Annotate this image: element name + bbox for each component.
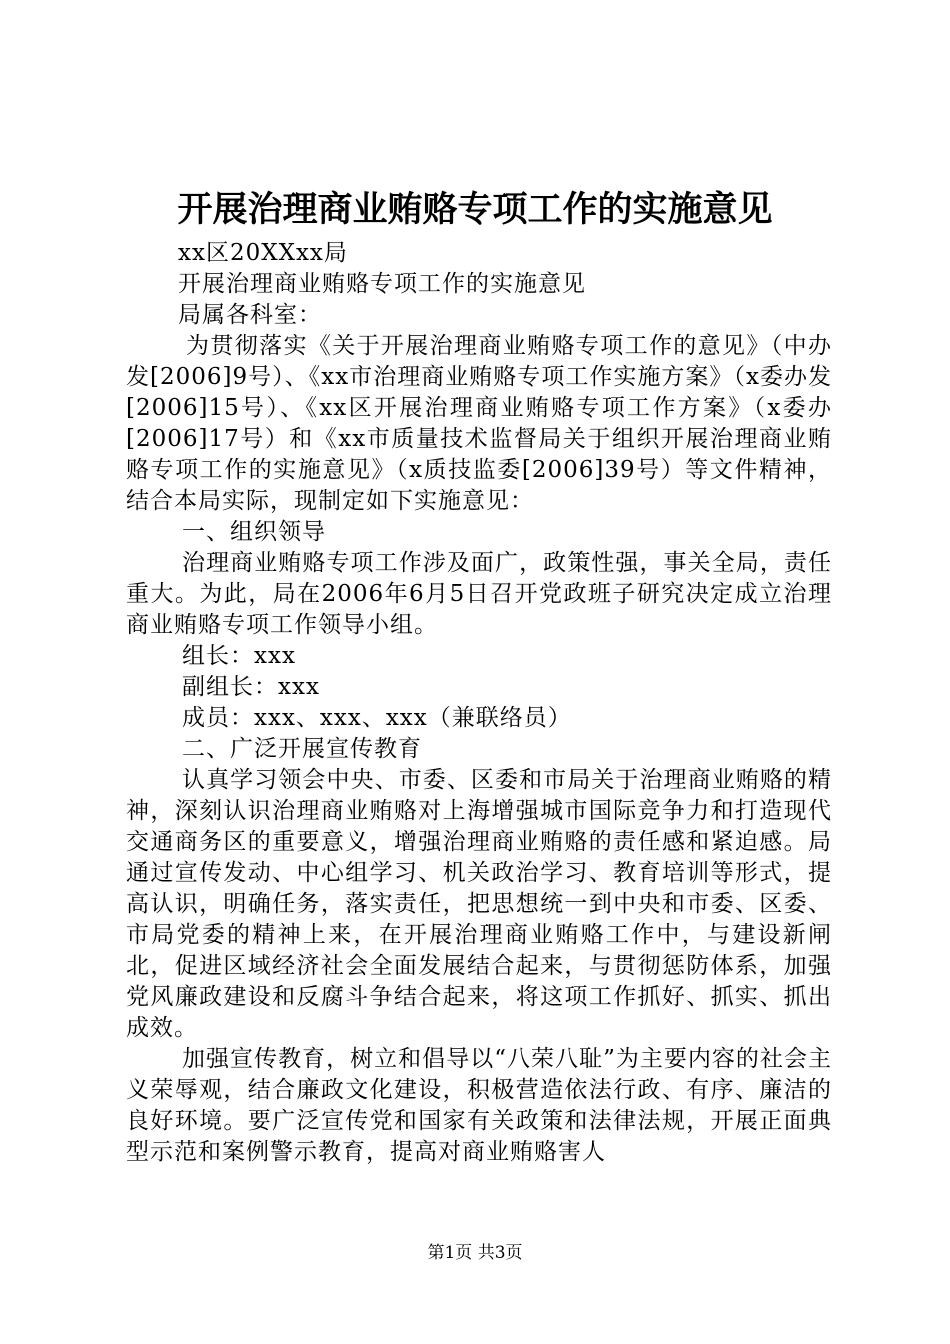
issuing-unit: xx区20XXxx局 [178,240,348,266]
paragraph-publicity: 加强宣传教育，树立和倡导以“八荣八耻”为主要内容的社会主义荣辱观，结合廉政文化建设，积极营造依法行政、有序、廉洁的良好环境。要广泛宣传党和国家有关政策和法律法规，开展正面典型示范和案例警示教育，提高对商业贿赂害人 [126,1046,832,1165]
page-number: 第1页 共3页 [427,1243,523,1263]
section-heading-1: 一、组织领导 [182,519,326,545]
document-title: 开展治理商业贿赂专项工作的实施意见 [177,189,773,230]
document-body [126,238,832,1168]
section-heading-2: 二、广泛开展宣传教育 [182,736,422,762]
document-subtitle: 开展治理商业贿赂专项工作的实施意见 [178,271,586,297]
leader-line: 组长：xxx [182,643,296,669]
paragraph-organization: 治理商业贿赂专项工作涉及面广，政策性强，事关全局，责任重大。为此，局在2006年6月5日召开党政班子研究决定成立治理商业贿赂专项工作领导小组。 [126,550,832,638]
deputy-leader-line: 副组长：xxx [182,674,320,700]
addressee: 局属各科室： [178,302,322,328]
paragraph-study: 认真学习领会中央、市委、区委和市局关于治理商业贿赂的精神，深刻认识治理商业贿赂对上海增强城市国际竞争力和打造现代交通商务区的重要意义，增强治理商业贿赂的责任感和紧迫感。局通过宣传发动、中心组学习、机关政治学习、教育培训等形式，提高认识，明确任务，落实责任，把思想统一到中央和市委、区委、市局党委的精神上来，在开展治理商业贿赂工作中，与建设新闸北，促进区域经济社会全面发展结合起来，与贯彻惩防体系，加强党风廉政建设和反腐斗争结合起来，将这项工作抓好、抓实、抓出成效。 [126,767,832,1041]
members-line: 成员：xxx、xxx、xxx（兼联络员） [182,705,572,731]
paragraph-intro: 为贯彻落实《关于开展治理商业贿赂专项工作的意见》（中办发[2006]9号）、《xx市治理商业贿赂专项工作实施方案》（x委办发[2006]15号）、《xx区开展治理商业贿赂专项工作方案》（x委办[2006]17号）和《xx市质量技术监督局关于组织开展治理商业贿赂专项工作的实施意见》（x质技监委[2006]39号）等文件精神，结合本局实际，现制定如下实施意见： [126,333,832,514]
